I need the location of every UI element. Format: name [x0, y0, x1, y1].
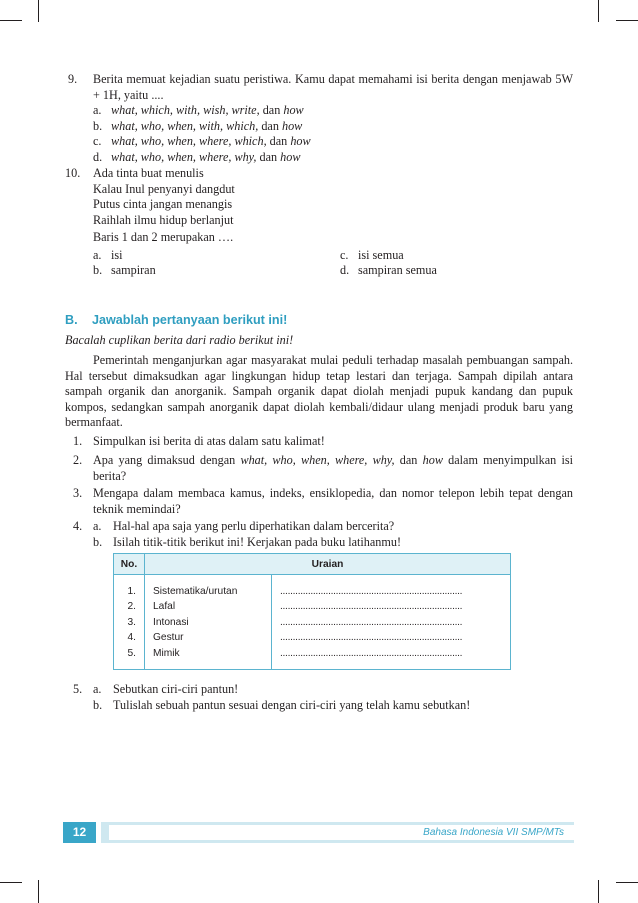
crop-mark-top-left: [0, 20, 22, 21]
row-fill: ........................................................................: [272, 630, 511, 645]
crop-mark-bottom-right: [616, 882, 638, 883]
question-text: Simpulkan isi berita di atas dalam satu kalimat!: [93, 434, 325, 448]
row-number: 2.: [114, 599, 145, 614]
question-number: 2.: [73, 453, 83, 467]
subquestion-a: a. Sebutkan ciri-ciri pantun!: [93, 682, 239, 696]
option-a: a. what, which, with, wish, write, dan how: [93, 103, 304, 117]
question-number: 4.: [73, 519, 83, 533]
table-header-no: No.: [114, 554, 145, 575]
section-title: Jawablah pertanyaan berikut ini!: [92, 313, 288, 327]
option-b: b. sampiran: [93, 263, 156, 277]
row-item: Mimik: [145, 646, 272, 670]
subquestion-b: b. Isilah titik-titik berikut ini! Kerjakan pada buku latihanmu!: [93, 534, 402, 549]
section-letter: B.: [65, 313, 78, 327]
question-text: Apa yang dimaksud dengan what, who, when, where, why, dan how dalam menyimpulkan isi berita?: [93, 453, 574, 483]
subquestion-a: a. Hal-hal apa saja yang perlu diperhatikan dalam bercerita?: [93, 519, 395, 533]
table-row: [114, 575, 511, 600]
crop-mark-top-left: [38, 0, 39, 22]
pantun-line: Ada tinta buat menulis: [93, 166, 204, 180]
table-row: [114, 599, 511, 614]
footer-band: [101, 822, 574, 843]
question-prompt: Baris 1 dan 2 merupakan ….: [93, 230, 234, 244]
question-stem: Berita memuat kejadian suatu peristiwa. Kamu dapat memahami isi berita dengan menjawab 5W + 1H, yaitu ....: [93, 72, 573, 102]
table-row: [114, 615, 511, 630]
row-item: Gestur: [145, 630, 272, 645]
row-fill: ........................................................................: [272, 646, 511, 670]
pantun-line: Kalau Inul penyanyi dangdut: [93, 181, 235, 196]
row-number: 5.: [114, 646, 145, 670]
table-row: [114, 630, 511, 645]
crop-mark-bottom-right: [598, 880, 599, 903]
table-row: [114, 646, 511, 670]
uraian-table: [113, 553, 511, 670]
question-number: 9.: [68, 72, 78, 86]
question-number: 3.: [73, 486, 83, 500]
option-d: d. sampiran semua: [340, 263, 437, 277]
option-c: c. isi semua: [340, 247, 404, 262]
row-fill: ........................................................................: [272, 575, 511, 600]
row-number: 1.: [114, 575, 145, 600]
subquestion-b: b. Tulislah sebuah pantun sesuai dengan ciri-ciri yang telah kamu sebutkan!: [93, 697, 471, 712]
row-item: Sistematika/urutan: [145, 575, 272, 600]
section-heading: [65, 313, 287, 327]
question-number: 5.: [73, 682, 83, 696]
crop-mark-bottom-left: [38, 880, 39, 903]
option-c: c. what, who, when, where, which, dan how: [93, 134, 311, 148]
pantun-line: Raihlah ilmu hidup berlanjut: [93, 212, 234, 227]
question-number: 1.: [73, 434, 83, 448]
pantun-line: Putus cinta jangan menangis: [93, 197, 233, 211]
row-item: Intonasi: [145, 615, 272, 630]
row-item: Lafal: [145, 599, 272, 614]
news-passage: Pemerintah menganjurkan agar masyarakat mulai peduli terhadap masalah pembuangan sampah. Hal tersebut dimaksudkan agar lingkungan hidup tetap lestari dan terjaga. Sampah dipilah antara sampah organik dan anorganik. Sampah organik dapat diolah menjadi pupuk kandang dan pupuk kompos, sedangkan sampah anorganik dapat diolah kembali/didaur ulang menjadi produk baru yang bermanfaat.: [65, 353, 573, 430]
option-d: d. what, who, when, where, why, dan how: [93, 149, 301, 164]
crop-mark-top-right: [598, 0, 599, 22]
crop-mark-bottom-left: [0, 882, 22, 883]
table-header-uraian: Uraian: [145, 554, 511, 575]
book-title: Bahasa Indonesia VII SMP/MTs: [423, 827, 564, 838]
row-number: 3.: [114, 615, 145, 630]
page-number: 12: [63, 822, 96, 843]
row-fill: ........................................................................: [272, 599, 511, 614]
question-text: Mengapa dalam membaca kamus, indeks, ensiklopedia, dan nomor telepon lebih tepat dengan teknik memindai?: [93, 486, 573, 516]
question-number: 10.: [65, 166, 81, 180]
instruction: Bacalah cuplikan berita dari radio berikut ini!: [65, 333, 294, 347]
row-fill: ........................................................................: [272, 615, 511, 630]
row-number: 4.: [114, 630, 145, 645]
option-a: a. isi: [93, 247, 123, 262]
crop-mark-top-right: [616, 20, 638, 21]
option-b: b. what, who, when, with, which, dan how: [93, 118, 303, 133]
